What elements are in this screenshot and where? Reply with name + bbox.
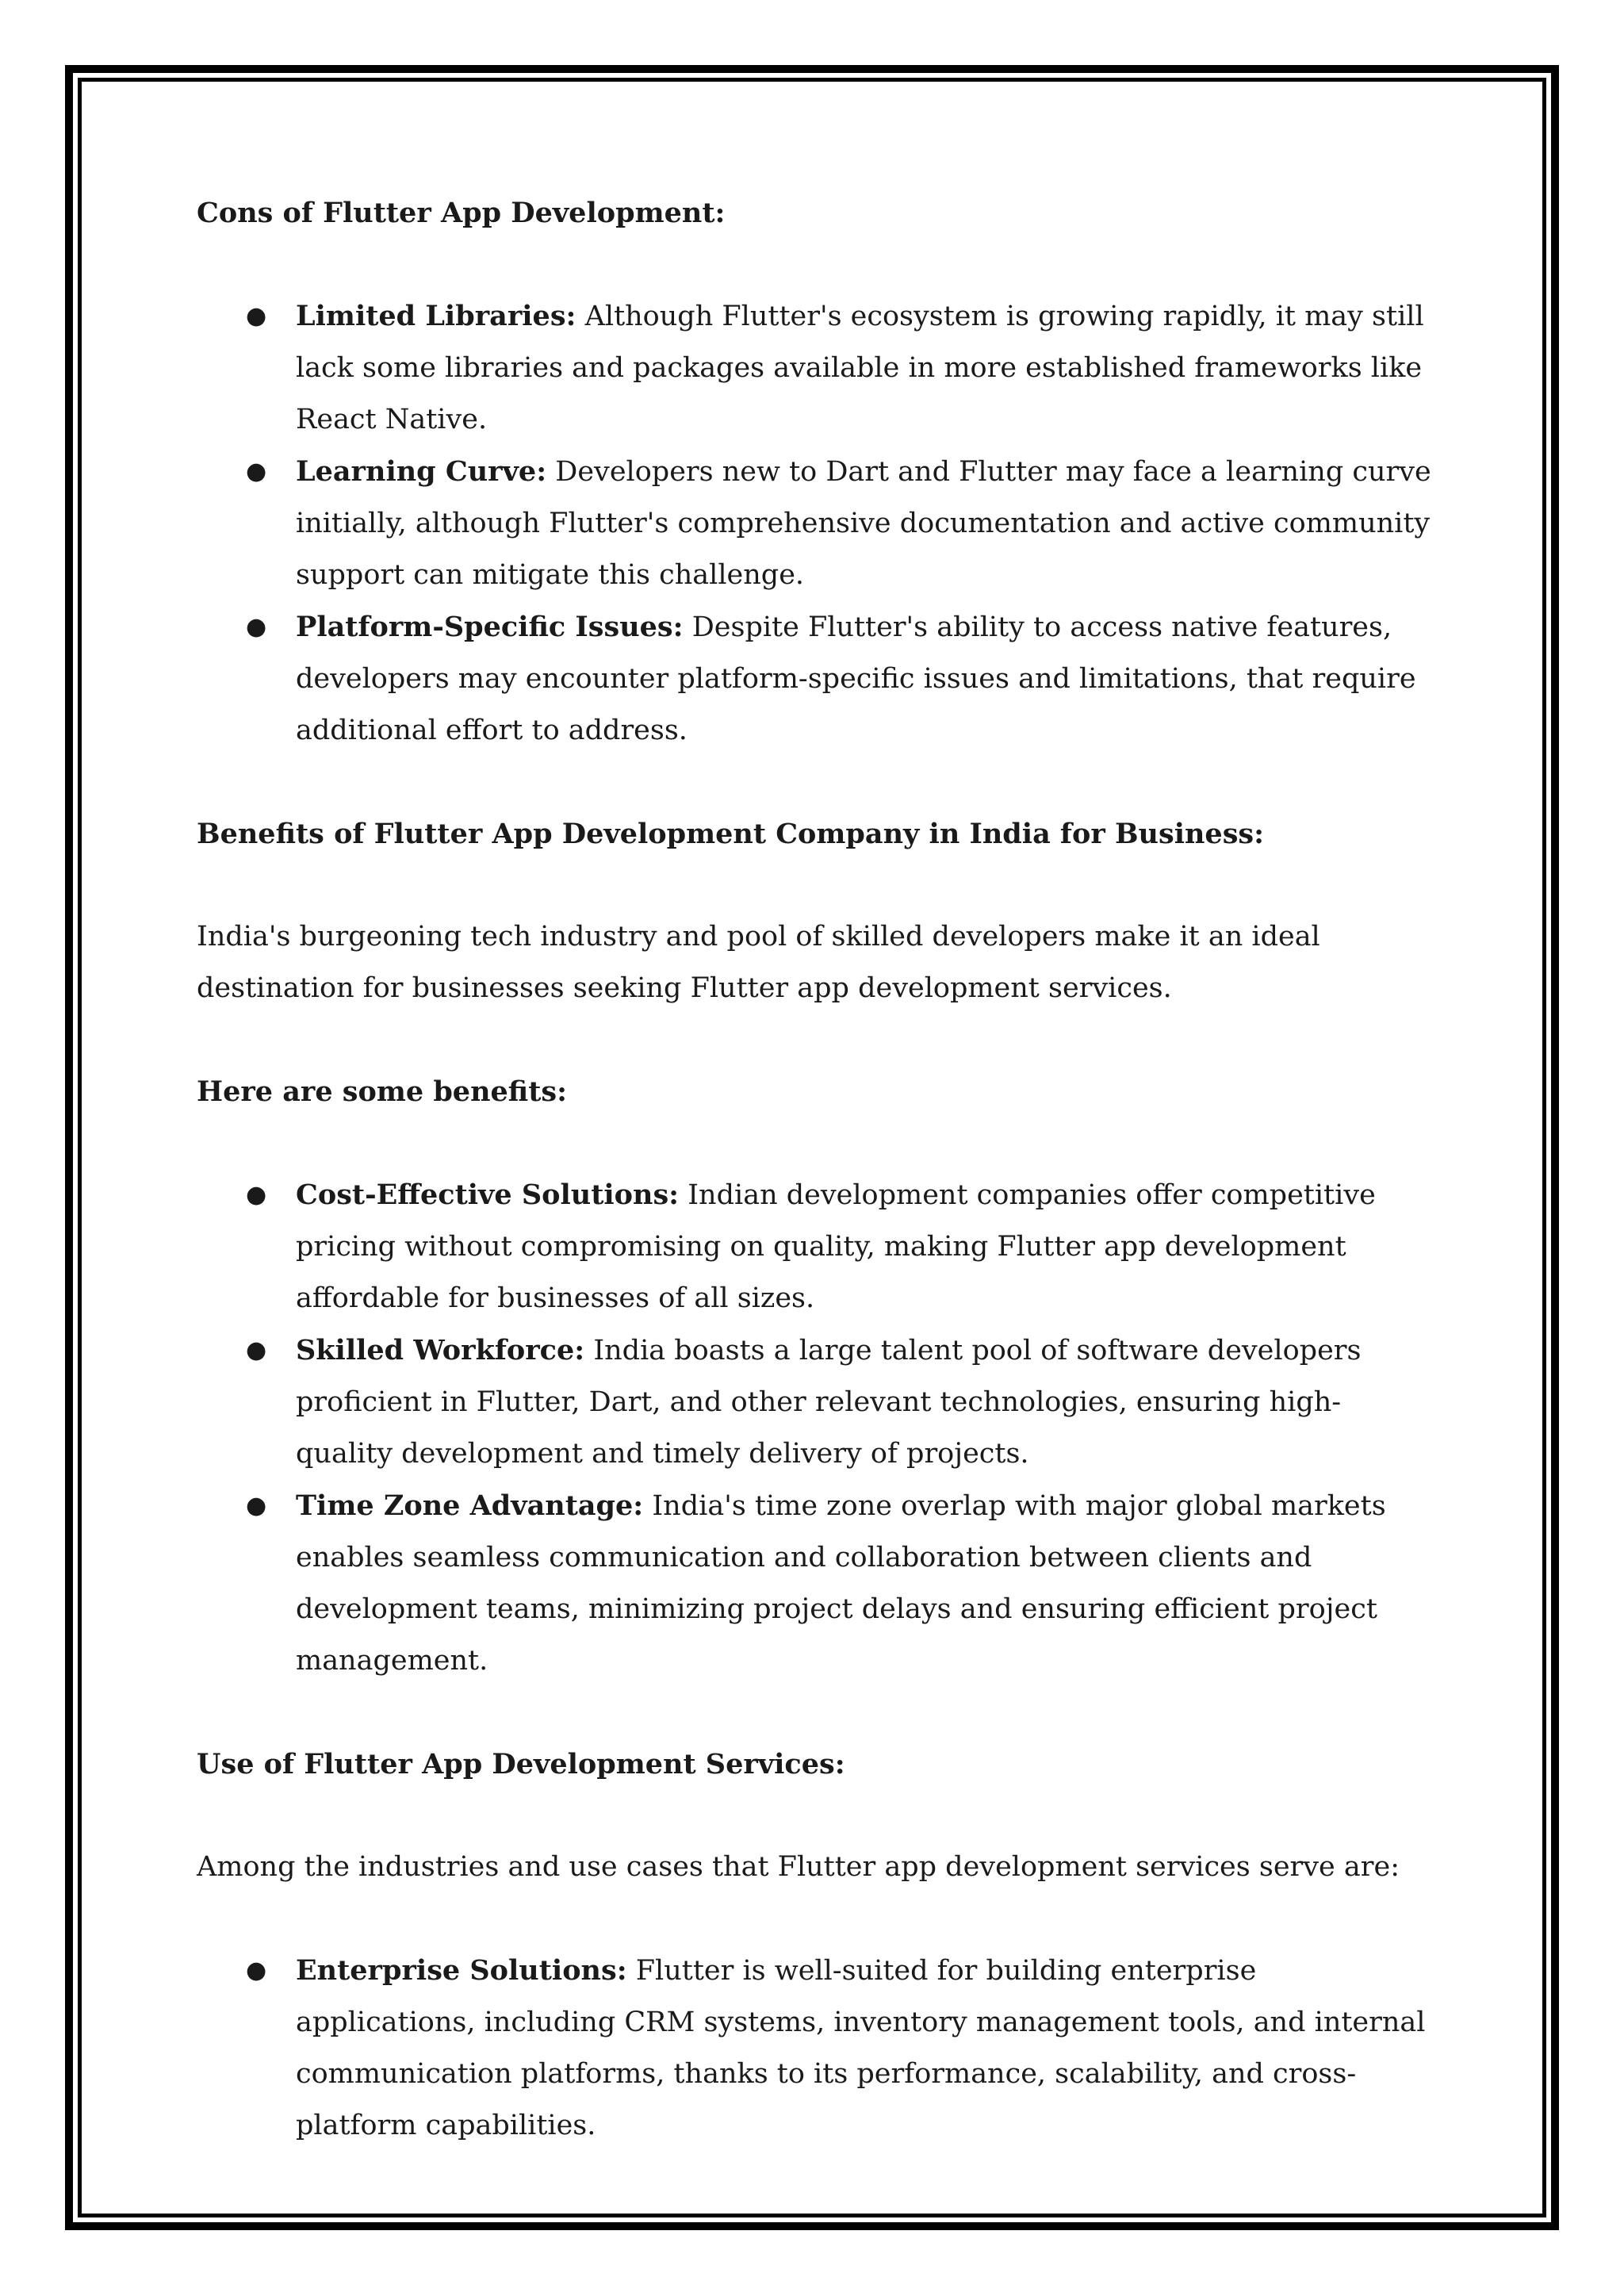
benefits-list	[197, 1169, 1434, 1687]
spacer	[197, 1117, 1434, 1169]
cons-list	[197, 290, 1434, 757]
list-item-term: Learning Curve:	[296, 455, 547, 488]
cons-heading: Cons of Flutter App Development:	[197, 197, 726, 229]
use-intro: Among the industries and use cases that Flutter app development services serve are:	[197, 1851, 1400, 1883]
list-item-term: Time Zone Advantage:	[296, 1489, 644, 1522]
bullet-icon: ●	[246, 302, 267, 330]
benefits-subheading: Here are some benefits:	[197, 1075, 568, 1108]
bullet-icon: ●	[246, 1957, 267, 1984]
use-heading: Use of Flutter App Development Services:	[197, 1748, 845, 1780]
list-item	[197, 446, 1434, 601]
list-item-text: India boasts a large talent pool of software developers proficient in Flutter, Dart, and other relevant technologies, ensuring high-quality development and timely delivery of projects.	[296, 1335, 1362, 1470]
spacer	[197, 1014, 1434, 1066]
document-body	[197, 187, 1434, 2152]
list-item	[197, 1480, 1434, 1687]
bullet-icon: ●	[246, 613, 267, 641]
bullet-icon: ●	[246, 1492, 267, 1520]
list-item-term: Platform-Specific Issues:	[296, 611, 684, 643]
spacer	[197, 1893, 1434, 1945]
list-item-term: Enterprise Solutions:	[296, 1954, 627, 1987]
list-item	[197, 1169, 1434, 1324]
list-item-term: Limited Libraries:	[296, 300, 576, 332]
bullet-icon: ●	[246, 1181, 267, 1209]
list-item-term: Skilled Workforce:	[296, 1334, 585, 1366]
list-item-text: Despite Flutter's ability to access native features, developers may encounter platform-specific issues and limitations, that require additional effort to address.	[296, 611, 1416, 746]
list-item	[197, 290, 1434, 446]
list-item-text: Although Flutter's ecosystem is growing rapidly, it may still lack some libraries and packages available in more established frameworks like React Native.	[296, 301, 1424, 435]
spacer	[197, 1687, 1434, 1738]
list-item	[197, 1945, 1434, 2152]
bullet-icon: ●	[246, 1336, 267, 1364]
list-item-text: India's time zone overlap with major global markets enables seamless communication and collaboration between clients and development teams, minimizing project delays and ensuring efficient project management.	[296, 1490, 1386, 1677]
bullet-icon: ●	[246, 458, 267, 485]
list-item	[197, 601, 1434, 757]
list-item-text: Developers new to Dart and Flutter may face a learning curve initially, although Flutter's comprehensive documentation and active community support can mitigate this challenge.	[296, 456, 1431, 591]
spacer	[197, 860, 1434, 911]
list-item-text: Flutter is well-suited for building enterprise applications, including CRM systems, inventory management tools, and internal communication platforms, thanks to its performance, scalability, and cross-platform capabilities.	[296, 1955, 1426, 2141]
spacer	[197, 239, 1434, 290]
spacer	[197, 1790, 1434, 1842]
benefits-heading: Benefits of Flutter App Development Company in India for Business:	[197, 818, 1265, 850]
list-item-text: Indian development companies offer competitive pricing without compromising on quality, making Flutter app development affordable for businesses of all sizes.	[296, 1179, 1376, 1314]
list-item	[197, 1324, 1434, 1480]
benefits-intro: India's burgeoning tech industry and pool of skilled developers make it an ideal destination for businesses seeking Flutter app development services.	[197, 921, 1320, 1004]
spacer	[197, 757, 1434, 808]
list-item-term: Cost-Effective Solutions:	[296, 1179, 680, 1211]
use-list	[197, 1945, 1434, 2152]
